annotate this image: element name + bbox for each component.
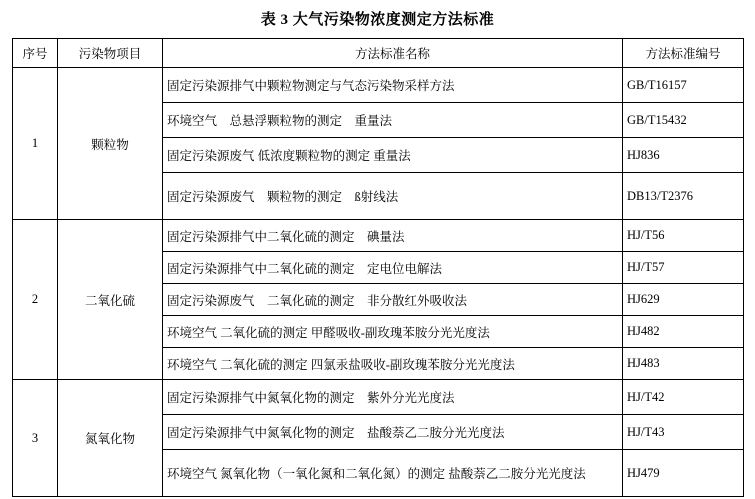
group-pollutant-3: 氮氧化物 [58,380,163,497]
method-name: 环境空气 二氧化硫的测定 甲醛吸收-副玫瑰苯胺分光光度法 [163,316,623,348]
method-code: HJ483 [623,348,744,380]
method-code: HJ/T56 [623,220,744,252]
method-name: 固定污染源排气中氮氧化物的测定 紫外分光光度法 [163,380,623,415]
method-code: HJ/T42 [623,380,744,415]
method-name: 固定污染源排气中氮氧化物的测定 盐酸萘乙二胺分光光度法 [163,415,623,450]
column-header-method-code: 方法标准编号 [623,39,744,68]
table-header [13,39,744,68]
group-pollutant-2: 二氧化硫 [58,220,163,380]
column-header-pollutant: 污染物项目 [58,39,163,68]
air-pollutant-method-standards-table [12,38,744,497]
group-index-2: 2 [13,220,58,380]
group-pollutant-1: 颗粒物 [58,68,163,220]
method-name: 固定污染源废气 颗粒物的测定 ß射线法 [163,173,623,220]
table-row [13,380,744,415]
group-index-3: 3 [13,380,58,497]
table-row [13,220,744,252]
table-row [13,68,744,103]
method-name: 固定污染源废气 二氧化硫的测定 非分散红外吸收法 [163,284,623,316]
method-name: 固定污染源排气中二氧化硫的测定 碘量法 [163,220,623,252]
method-name: 环境空气 总悬浮颗粒物的测定 重量法 [163,103,623,138]
method-code: HJ/T43 [623,415,744,450]
method-name: 环境空气 二氧化硫的测定 四氯汞盐吸收-副玫瑰苯胺分光光度法 [163,348,623,380]
method-name: 固定污染源排气中颗粒物测定与气态污染物采样方法 [163,68,623,103]
method-code: DB13/T2376 [623,173,744,220]
table-header-row [13,39,744,68]
method-code: HJ482 [623,316,744,348]
column-header-method-name: 方法标准名称 [163,39,623,68]
method-code: HJ479 [623,450,744,497]
method-code: HJ/T57 [623,252,744,284]
method-code: HJ836 [623,138,744,173]
table-body [13,68,744,497]
column-header-index: 序号 [13,39,58,68]
method-name: 固定污染源排气中二氧化硫的测定 定电位电解法 [163,252,623,284]
method-name: 固定污染源废气 低浓度颗粒物的测定 重量法 [163,138,623,173]
method-code: GB/T16157 [623,68,744,103]
method-code: HJ629 [623,284,744,316]
page-title: 表 3 大气污染物浓度测定方法标准 [260,12,495,28]
group-index-1: 1 [13,68,58,220]
method-name: 环境空气 氮氧化物（一氧化氮和二氧化氮）的测定 盐酸萘乙二胺分光光度法 [163,450,623,497]
method-code: GB/T15432 [623,103,744,138]
